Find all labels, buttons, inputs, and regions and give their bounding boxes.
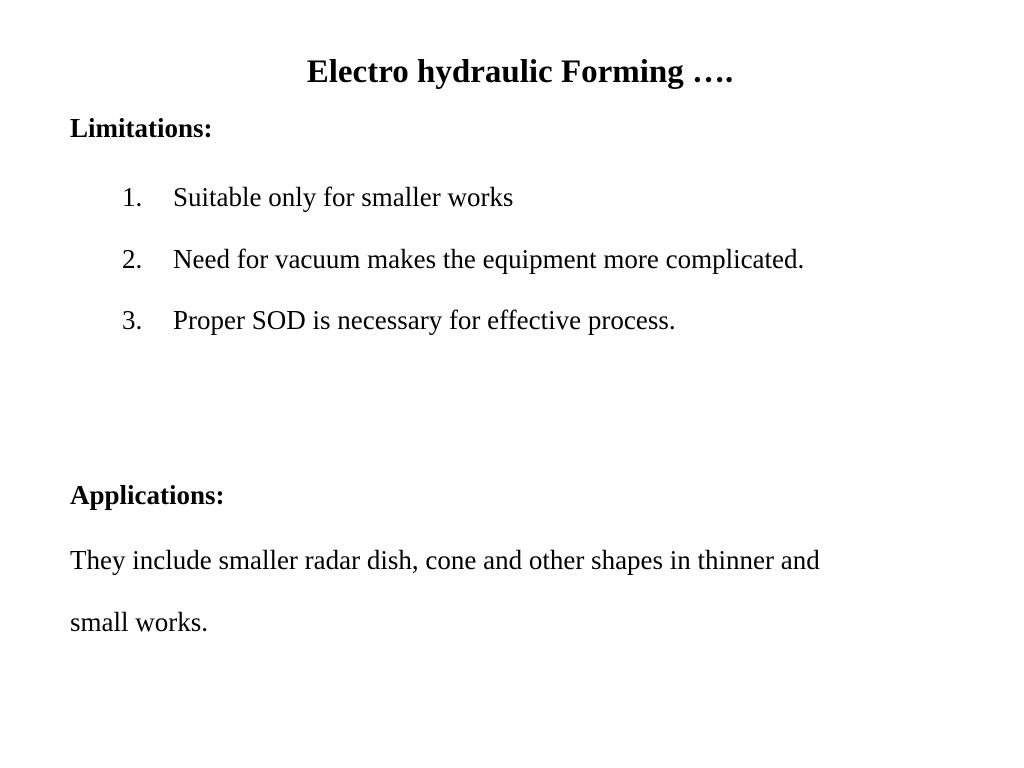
list-item-number: 2. xyxy=(122,243,143,274)
list-item-number: 1. xyxy=(122,182,143,212)
applications-heading: Applications: xyxy=(70,480,225,510)
list-item-text: Need for vacuum makes the equipment more complicated. xyxy=(173,243,805,274)
list-item-text: Suitable only for smaller works xyxy=(173,182,514,212)
list-item xyxy=(70,229,835,291)
applications-text: They include smaller radar dish, cone and other shapes in thinner and small works. xyxy=(70,545,820,637)
slide-title: Electro hydraulic Forming …. xyxy=(306,54,734,90)
limitations-heading: Limitations: xyxy=(70,113,213,143)
list-item xyxy=(70,290,835,352)
list-item-text: Proper SOD is necessary for effective process. xyxy=(173,305,676,335)
list-item-number: 3. xyxy=(122,305,143,335)
list-item xyxy=(70,167,835,229)
limitations-list xyxy=(70,167,835,352)
